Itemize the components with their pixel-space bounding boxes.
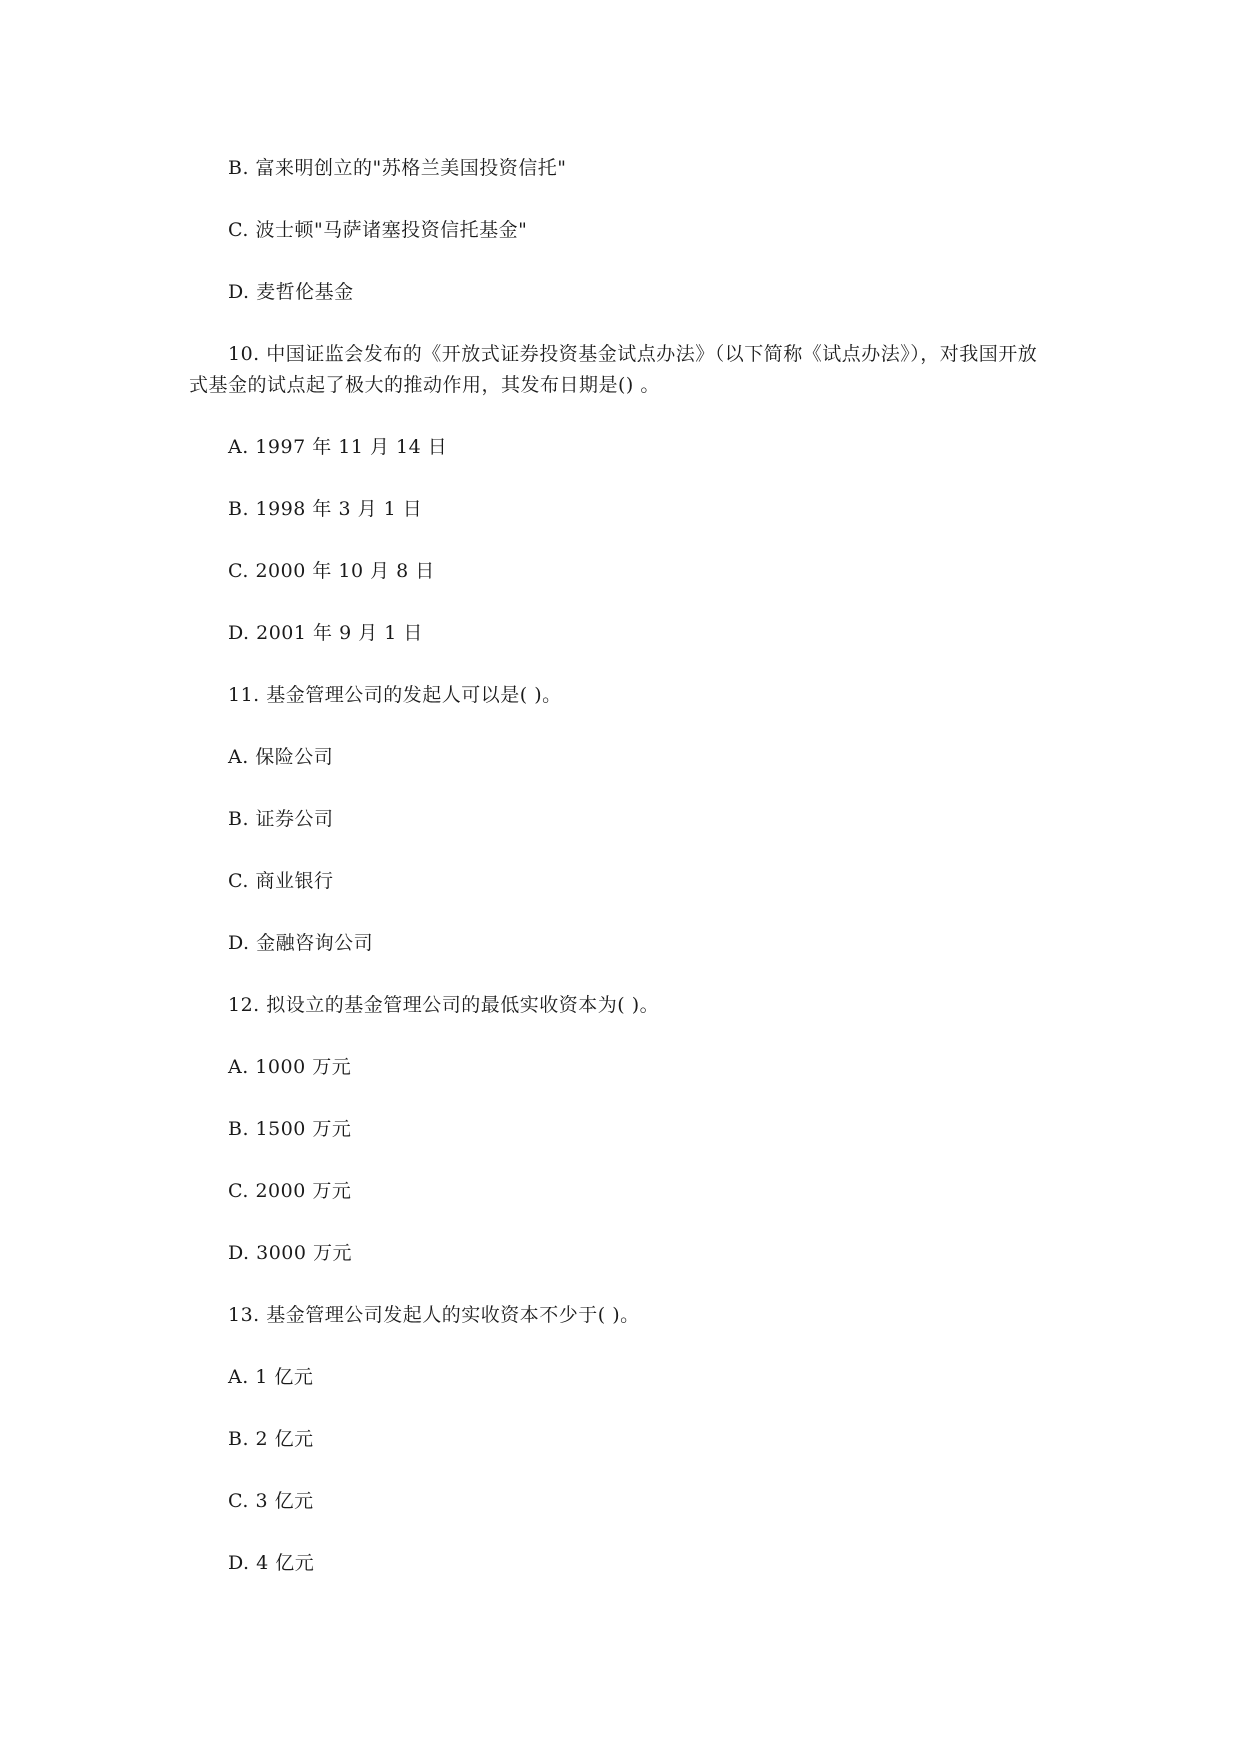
option-10b: B. 1998 年 3 月 1 日 (228, 498, 423, 520)
option-13a: A. 1 亿元 (228, 1366, 314, 1388)
option-13c: C. 3 亿元 (228, 1490, 314, 1512)
option-9c: C. 波士顿"马萨诸塞投资信托基金" (228, 219, 528, 241)
option-11b: B. 证券公司 (228, 808, 334, 830)
option-10a: A. 1997 年 11 月 14 日 (228, 436, 448, 458)
option-11c: C. 商业银行 (228, 870, 334, 892)
option-9d: D. 麦哲伦基金 (228, 281, 354, 303)
option-13d: D. 4 亿元 (228, 1552, 315, 1574)
option-9b: B. 富来明创立的"苏格兰美国投资信托" (228, 157, 567, 179)
question-12: 12. 拟设立的基金管理公司的最低实收资本为( )。 (228, 994, 660, 1016)
option-12b: B. 1500 万元 (228, 1118, 352, 1140)
question-10: 10. 中国证监会发布的《开放式证券投资基金试点办法》（以下简称《试点办法》），对我国开放 (228, 343, 1038, 365)
option-10d: D. 2001 年 9 月 1 日 (228, 622, 423, 644)
option-10c: C. 2000 年 10 月 8 日 (228, 560, 435, 582)
question-10-continued: 式基金的试点起了极大的推动作用，其发布日期是() 。 (189, 374, 660, 396)
option-11a: A. 保险公司 (228, 746, 334, 768)
option-12d: D. 3000 万元 (228, 1242, 353, 1264)
option-11d: D. 金融咨询公司 (228, 932, 374, 954)
option-12a: A. 1000 万元 (228, 1056, 352, 1078)
option-13b: B. 2 亿元 (228, 1428, 314, 1450)
option-12c: C. 2000 万元 (228, 1180, 352, 1202)
question-11: 11. 基金管理公司的发起人可以是( )。 (228, 684, 562, 706)
question-13: 13. 基金管理公司发起人的实收资本不少于( )。 (228, 1304, 640, 1326)
